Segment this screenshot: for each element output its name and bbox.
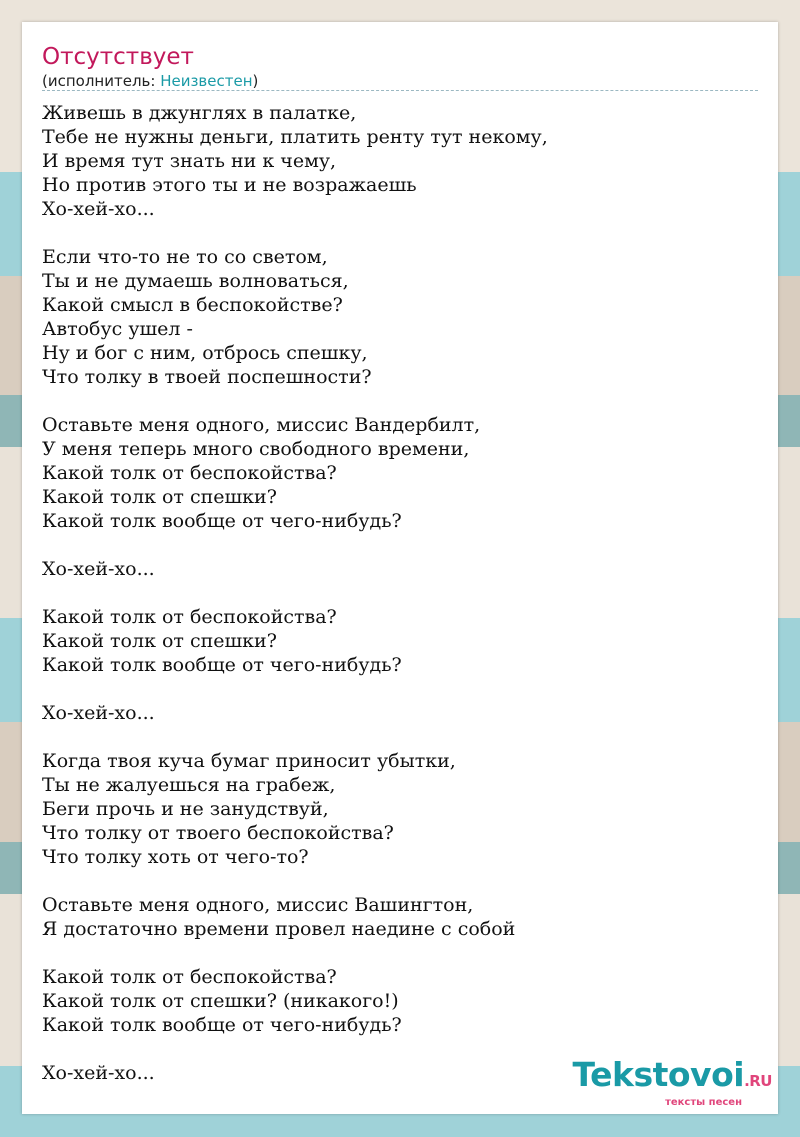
lyric-line: И время тут знать ни к чему, [42, 150, 337, 172]
divider [42, 90, 758, 91]
lyric-line: Живешь в джунглях в палатке, [42, 102, 357, 124]
lyric-line: Какой толк вообще от чего-нибудь? [42, 510, 402, 532]
logo-subtitle: тексты песен [665, 1097, 742, 1108]
lyric-line: Какой толк от беспокойства? [42, 462, 337, 484]
lyric-line: Когда твоя куча бумаг приносит убытки, [42, 750, 456, 772]
stanza [42, 701, 758, 725]
artist-link[interactable]: Неизвестен [160, 72, 253, 90]
logo-tld: .RU [744, 1072, 772, 1090]
lyric-line: Если что-то не то со светом, [42, 246, 328, 268]
stanza [42, 413, 758, 533]
lyric-line: Какой толк от спешки? [42, 486, 277, 508]
lyric-line: Но против этого ты и не возражаешь [42, 174, 417, 196]
lyric-line: Что толку от твоего беспокойства? [42, 822, 394, 844]
stanza [42, 749, 758, 869]
lyric-line: Что толку в твоей поспешности? [42, 366, 372, 388]
lyrics-body [42, 101, 758, 1109]
logo-name: Tekstovoi [572, 1055, 745, 1094]
lyric-line: Какой толк вообще от чего-нибудь? [42, 654, 402, 676]
stanza [42, 557, 758, 581]
lyric-line: Какой толк вообще от чего-нибудь? [42, 1014, 402, 1036]
artist-suffix: ) [252, 72, 259, 90]
lyric-line: Хо-хей-хо... [42, 702, 155, 724]
lyric-line: Какой толк от беспокойства? [42, 606, 337, 628]
lyric-line: Ты не жалуешься на грабеж, [42, 774, 336, 796]
site-logo[interactable] [572, 1055, 772, 1108]
lyric-line: Беги прочь и не занудствуй, [42, 798, 329, 820]
lyric-line: Автобус ушел - [42, 318, 193, 340]
lyric-line: Оставьте меня одного, миссис Вашингтон, [42, 894, 474, 916]
lyric-line: У меня теперь много свободного времени, [42, 438, 470, 460]
lyric-line: Хо-хей-хо... [42, 198, 155, 220]
lyric-line: Какой толк от беспокойства? [42, 966, 337, 988]
lyric-line: Оставьте меня одного, миссис Вандербилт, [42, 414, 481, 436]
lyric-line: Что толку хоть от чего-то? [42, 846, 309, 868]
lyric-line: Какой толк от спешки? (никакого!) [42, 990, 399, 1012]
lyric-line: Какой смысл в беспокойстве? [42, 294, 343, 316]
stanza [42, 893, 758, 941]
stanza [42, 245, 758, 389]
lyric-line: Я достаточно времени провел наедине с собой [42, 918, 516, 940]
artist-line [42, 71, 258, 91]
lyric-line: Тебе не нужны деньги, платить ренту тут некому, [42, 126, 548, 148]
lyrics-sheet [22, 22, 778, 1114]
lyric-line: Хо-хей-хо... [42, 558, 155, 580]
lyric-line: Хо-хей-хо... [42, 1062, 155, 1084]
song-title: Отсутствует [42, 44, 194, 70]
logo-wordmark [572, 1055, 772, 1098]
lyric-line: Ну и бог с ним, отбрось спешку, [42, 342, 368, 364]
stanza [42, 605, 758, 677]
lyric-line: Ты и не думаешь волноваться, [42, 270, 349, 292]
lyric-line: Какой толк от спешки? [42, 630, 277, 652]
stanza [42, 101, 758, 221]
stanza [42, 965, 758, 1037]
artist-prefix: (исполнитель: [42, 72, 161, 90]
